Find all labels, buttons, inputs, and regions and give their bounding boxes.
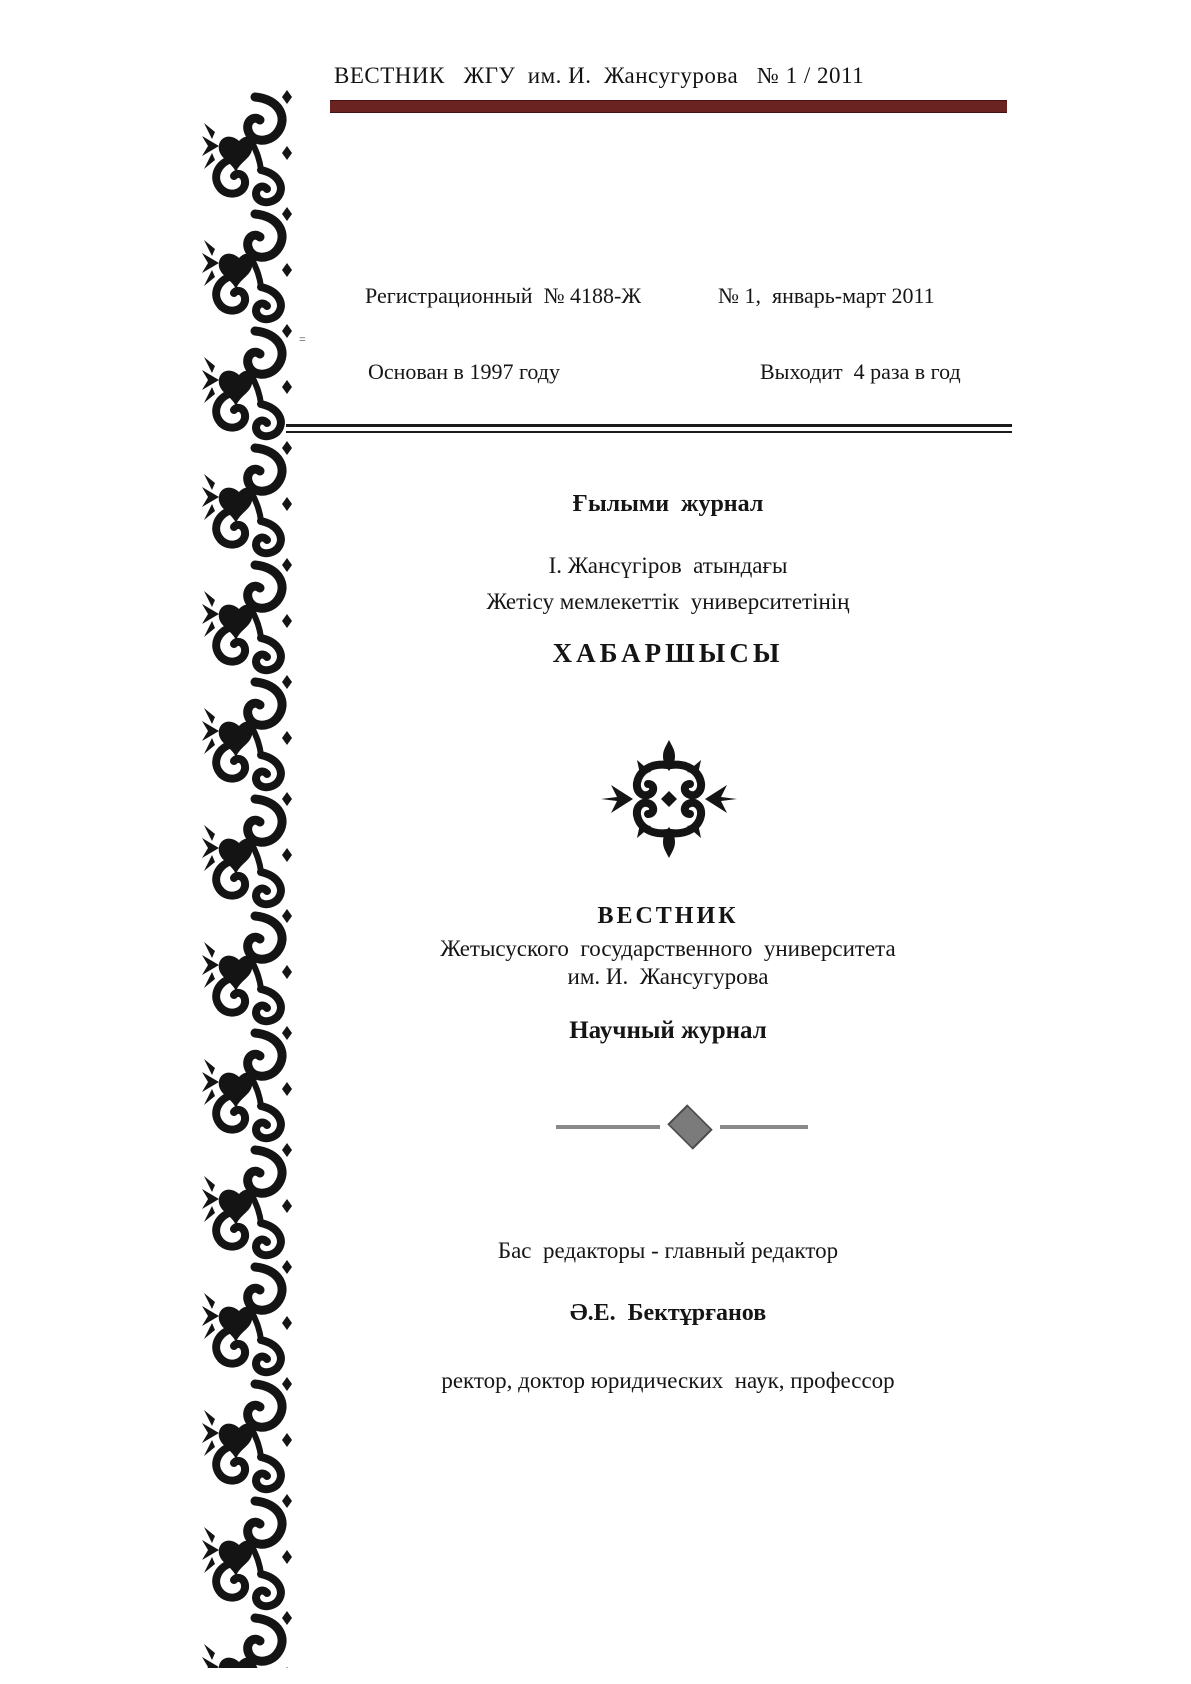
- editor-heading: Бас редакторы - главный редактор: [497, 1238, 839, 1263]
- divider-diamond: [667, 1104, 712, 1149]
- russian-named-after: им. И. Жансугурова: [567, 964, 769, 989]
- kazakh-named-after: І. Жансүгіров атындағы: [548, 553, 788, 578]
- scan-artifact-mark: =: [299, 332, 307, 346]
- founded-year: Основан в 1997 году: [368, 359, 560, 384]
- russian-journal-type: Научный журнал: [569, 1017, 767, 1044]
- issue-number: № 1, январь-март 2011: [718, 283, 935, 308]
- kazakh-ornament-emblem-icon: [601, 740, 737, 858]
- double-rule-divider: [286, 424, 1012, 433]
- kazakh-journal-type: Ғылыми журнал: [572, 491, 764, 517]
- journal-header-title: ВЕСТНИК ЖГУ им. И. Жансугурова № 1 / 2011: [334, 63, 865, 88]
- diamond-divider-icon: [548, 1109, 816, 1145]
- registration-number: Регистрационный № 4188-Ж: [365, 283, 642, 308]
- header-accent-bar: [330, 100, 1007, 113]
- publication-frequency: Выходит 4 раза в год: [760, 359, 961, 384]
- russian-university-name: Жетысуского государственного университета: [440, 936, 896, 961]
- chief-editor-credentials: ректор, доктор юридических наук, профессор: [441, 1368, 895, 1393]
- kazakh-ornament-border-icon: [199, 88, 292, 1668]
- divider-right-line: [720, 1125, 808, 1129]
- kazakh-university-name: Жетісу мемлекеттік университетінің: [486, 589, 850, 614]
- divider-left-line: [556, 1125, 660, 1129]
- chief-editor-name: Ә.Е. Бектұрғанов: [569, 1300, 767, 1326]
- russian-title: ВЕСТНИК: [597, 903, 739, 929]
- kazakh-title: ХАБАРШЫСЫ: [552, 638, 784, 668]
